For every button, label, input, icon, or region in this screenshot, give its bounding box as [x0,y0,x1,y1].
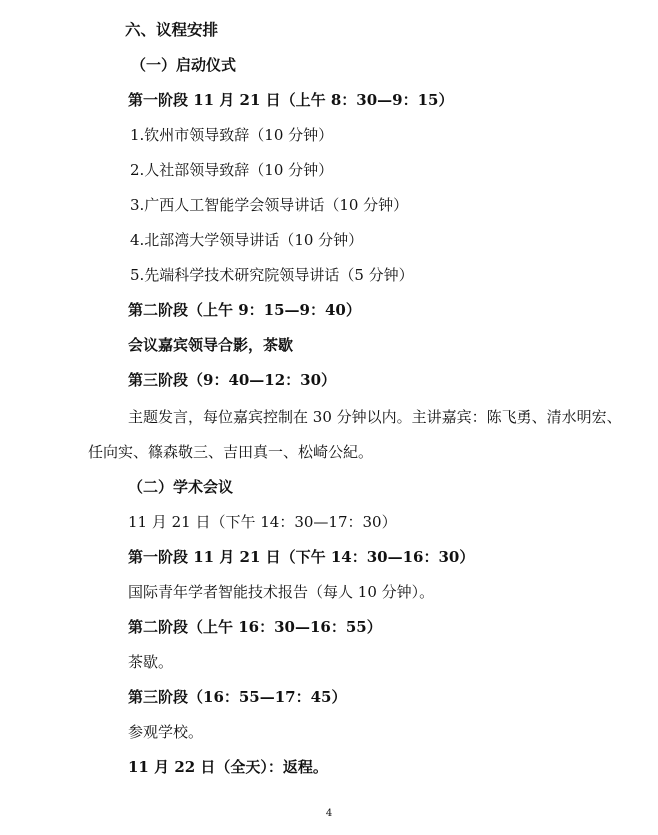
part2-return: 11 月 22 日（全天）：返程。 [128,758,328,776]
part2-stage2: 第二阶段（上午 16：30—16：55） [128,618,382,636]
part1-item: 3.广西人工智能学会领导讲话（10 分钟） [130,196,409,214]
part1-heading: （一）启动仪式 [131,56,237,74]
part2-stage3: 第三阶段（16：55—17：45） [128,688,347,706]
part1-stage2: 第二阶段（上午 9：15—9：40） [128,301,361,319]
part1-stage3: 第三阶段（9：40—12：30） [128,371,337,389]
part2-date-range: 11 月 21 日（下午 14：30—17：30） [128,513,397,531]
part1-item: 4.北部湾大学领导讲话（10 分钟） [130,231,364,249]
part1-item: 2.人社部领导致辞（10 分钟） [130,161,334,179]
part2-stage1-content: 国际青年学者智能技术报告（每人 10 分钟）。 [128,583,435,601]
part2-stage1: 第一阶段 11 月 21 日（下午 14：30—16：30） [128,548,475,566]
part1-stage3-content-line1: 主题发言，每位嘉宾控制在 30 分钟以内。主讲嘉宾：陈飞勇、清水明宏、 [128,408,622,426]
part1-stage1: 第一阶段 11 月 21 日（上午 8：30—9：15） [128,91,454,109]
section-title: 六、议程安排 [125,20,219,39]
part1-item: 5.先端科学技术研究院领导讲话（5 分钟） [130,266,414,284]
part1-stage3-content-line2: 任向实、篠森敬三、吉田真一、松崎公紀。 [88,443,374,461]
part2-stage3-content: 参观学校。 [128,723,204,741]
page-number: 4 [325,808,333,819]
part1-stage2-content: 会议嘉宾领导合影，茶歇 [128,336,294,354]
part1-item: 1.钦州市领导致辞（10 分钟） [130,126,334,144]
part2-stage2-content: 茶歇。 [128,653,174,671]
part2-heading: （二）学术会议 [128,478,234,496]
